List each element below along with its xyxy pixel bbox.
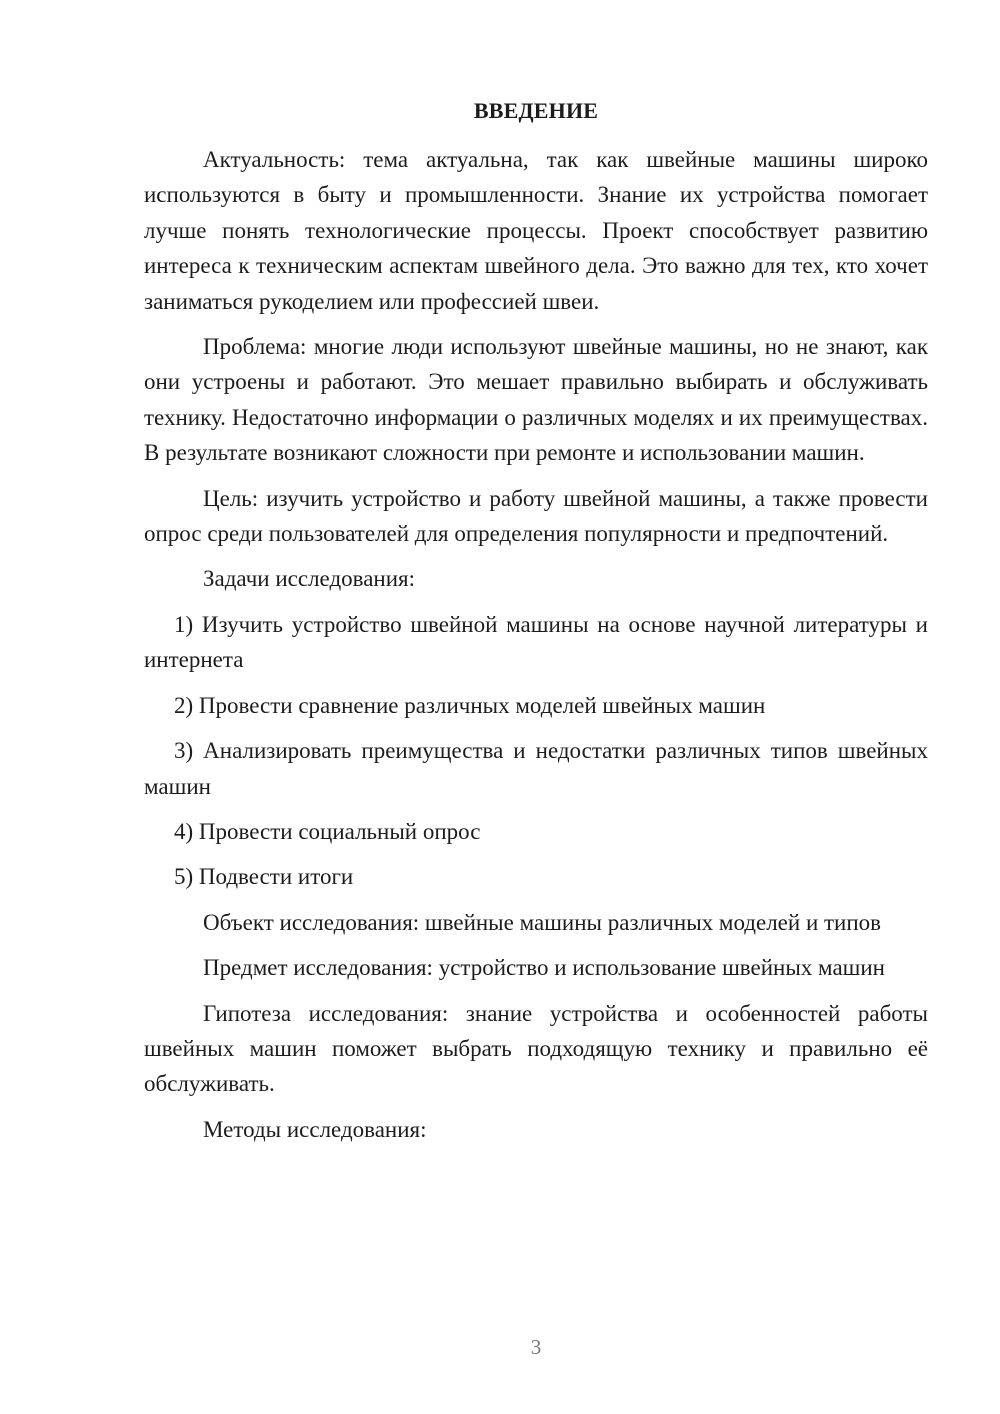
methods-heading: Методы исследования: bbox=[203, 1116, 427, 1142]
paragraph-relevance: Актуальность: тема актуальна, так как швейные машины широко используются в быту и промышленности. Знание их устройства помогает лучше понять технологические процессы. Проект способствует развитию интереса к техническим аспектам швейного дела. Это важно для тех, кто хочет заниматься рукоделием или профессией швеи. bbox=[144, 147, 928, 314]
paragraph-goal: Цель: изучить устройство и работу швейной машины, а также провести опрос среди пользователей для определения популярности и предпочтений. bbox=[144, 485, 928, 547]
task-item-3: 3) Анализировать преимущества и недостатки различных типов швейных машин bbox=[144, 738, 928, 799]
task-item-2: 2) Провести сравнение различных моделей швейных машин bbox=[174, 692, 766, 718]
document-body bbox=[144, 142, 928, 1157]
paragraph-problem: Проблема: многие люди используют швейные машины, но не знают, как они устроены и работают. Это мешает правильно выбирать и обслуживать технику. Недостаточно информации о различных моделях и их преимуществах. В результате возникают сложности при ремонте и использовании машин. bbox=[144, 334, 928, 466]
page-number: 3 bbox=[530, 1335, 542, 1359]
task-item-5: 5) Подвести итоги bbox=[174, 864, 354, 890]
paragraph-hypothesis: Гипотеза исследования: знание устройства и особенностей работы швейных машин поможет выбрать подходящую технику и правильно её обслуживать. bbox=[144, 1000, 928, 1097]
paragraph-subject: Предмет исследования: устройство и использование швейных машин bbox=[203, 955, 885, 981]
tasks-heading: Задачи исследования: bbox=[203, 566, 416, 592]
page-title: ВВЕДЕНИЕ bbox=[473, 98, 599, 123]
paragraph-object: Объект исследования: швейные машины различных моделей и типов bbox=[203, 909, 882, 935]
task-item-1: 1) Изучить устройство швейной машины на основе научной литературы и интернета bbox=[144, 611, 928, 673]
task-item-4: 4) Провести социальный опрос bbox=[174, 818, 481, 844]
